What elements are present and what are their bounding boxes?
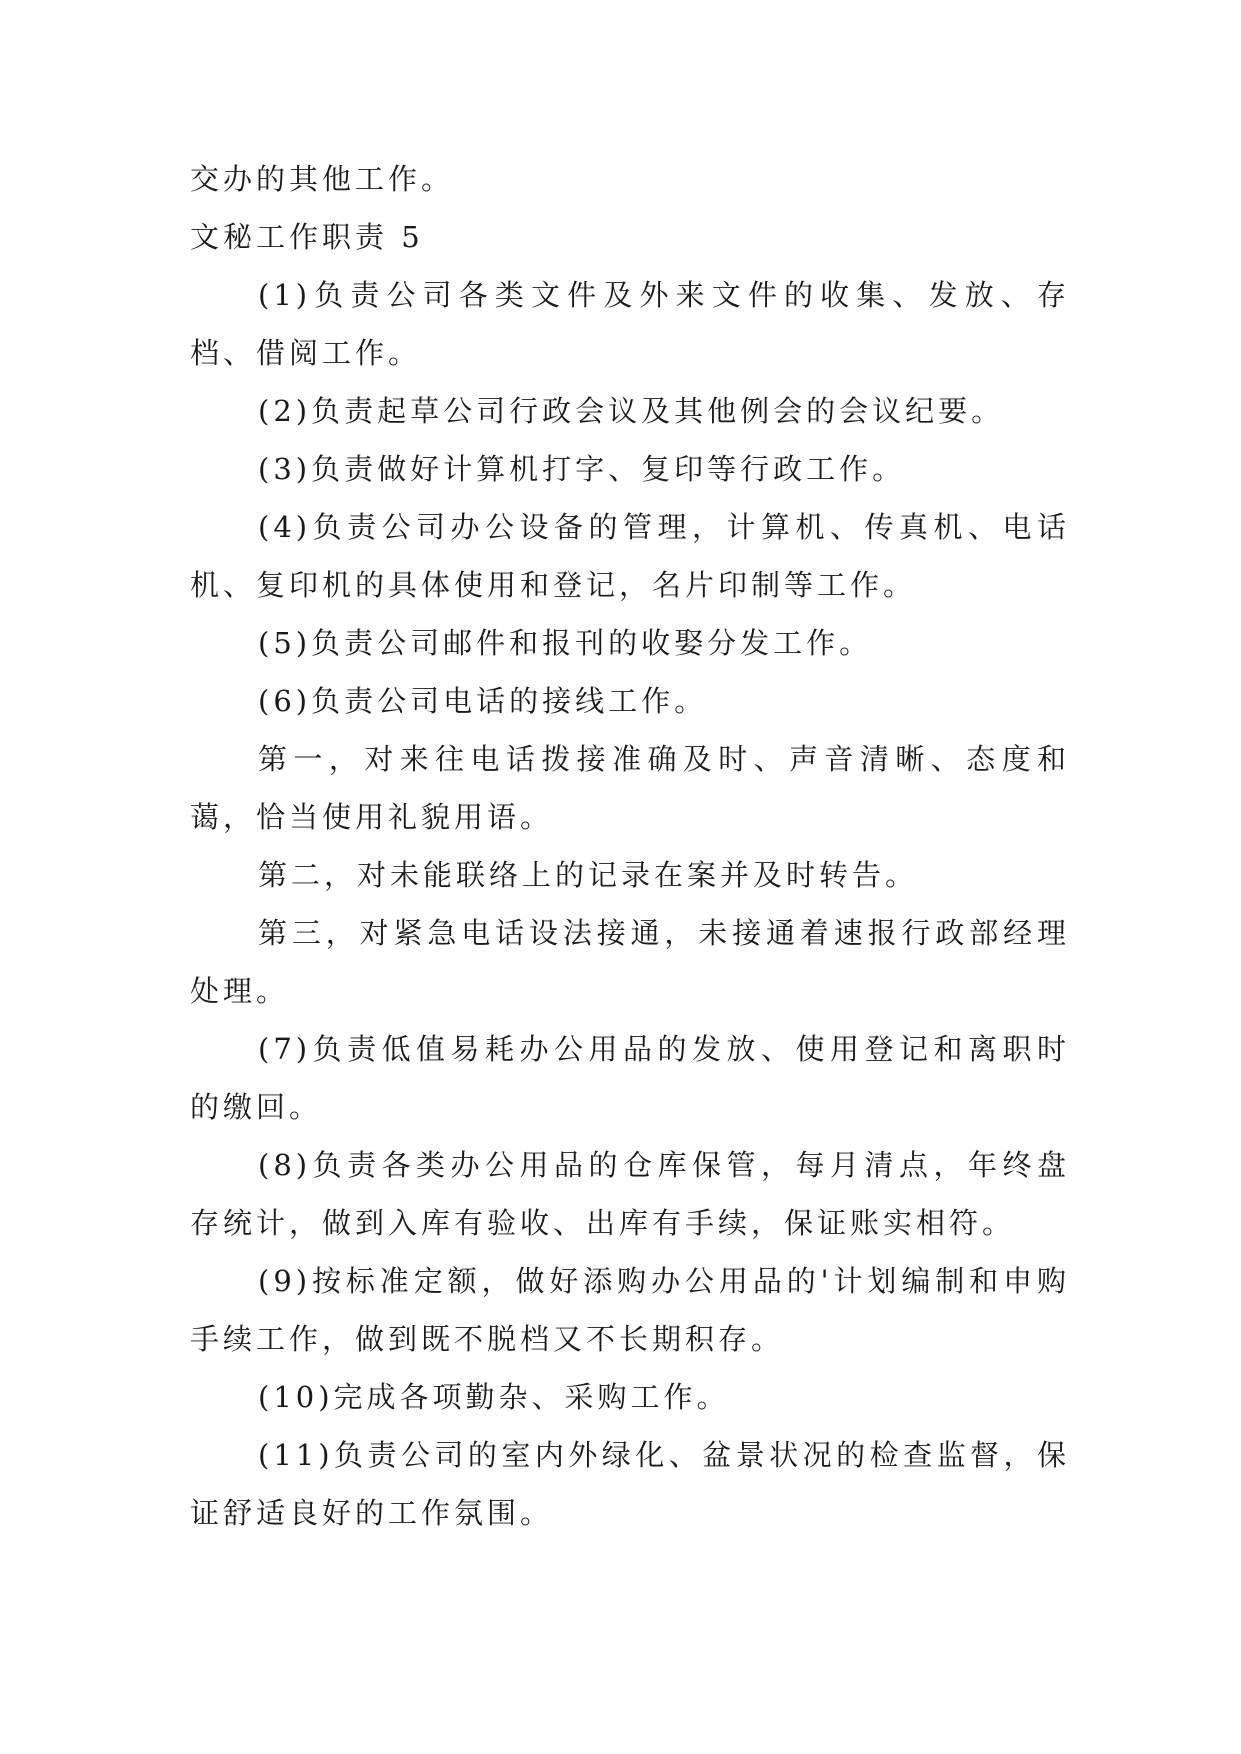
paragraph: (11)负责公司的室内外绿化、盆景状况的检查监督，保证舒适良好的工作氛围。 [190, 1438, 1070, 1530]
document-body [190, 150, 1070, 1542]
paragraph: (5)负责公司邮件和报刊的收娶分发工作。 [258, 626, 873, 660]
paragraph: 第二，对未能联络上的记录在案并及时转告。 [258, 858, 919, 892]
paragraph: 第三，对紧急电话设法接通，未接通着速报行政部经理处理。 [190, 916, 1070, 1008]
paragraph: (9)按标准定额，做好添购办公用品的'计划编制和申购手续工作，做到既不脱档又不长期积存。 [190, 1264, 1070, 1356]
paragraph: (10)完成各项勤杂、采购工作。 [258, 1380, 730, 1414]
paragraph: 交办的其他工作。 [190, 162, 455, 196]
section-heading: 文秘工作职责 5 [190, 220, 424, 254]
paragraph: (6)负责公司电话的接线工作。 [258, 684, 708, 718]
paragraph: (4)负责公司办公设备的管理，计算机、传真机、电话机、复印机的具体使用和登记，名片印制等工作。 [190, 510, 1070, 602]
paragraph: (3)负责做好计算机打字、复印等行政工作。 [258, 452, 906, 486]
paragraph: (1)负责公司各类文件及外来文件的收集、发放、存档、借阅工作。 [190, 278, 1070, 370]
paragraph: (2)负责起草公司行政会议及其他例会的会议纪要。 [258, 394, 1005, 428]
paragraph: 第一，对来往电话拨接准确及时、声音清晰、态度和蔼，恰当使用礼貌用语。 [190, 742, 1070, 834]
paragraph: (8)负责各类办公用品的仓库保管，每月清点，年终盘存统计，做到入库有验收、出库有手续，保证账实相符。 [190, 1148, 1070, 1240]
paragraph: (7)负责低值易耗办公用品的发放、使用登记和离职时的缴回。 [190, 1032, 1070, 1124]
